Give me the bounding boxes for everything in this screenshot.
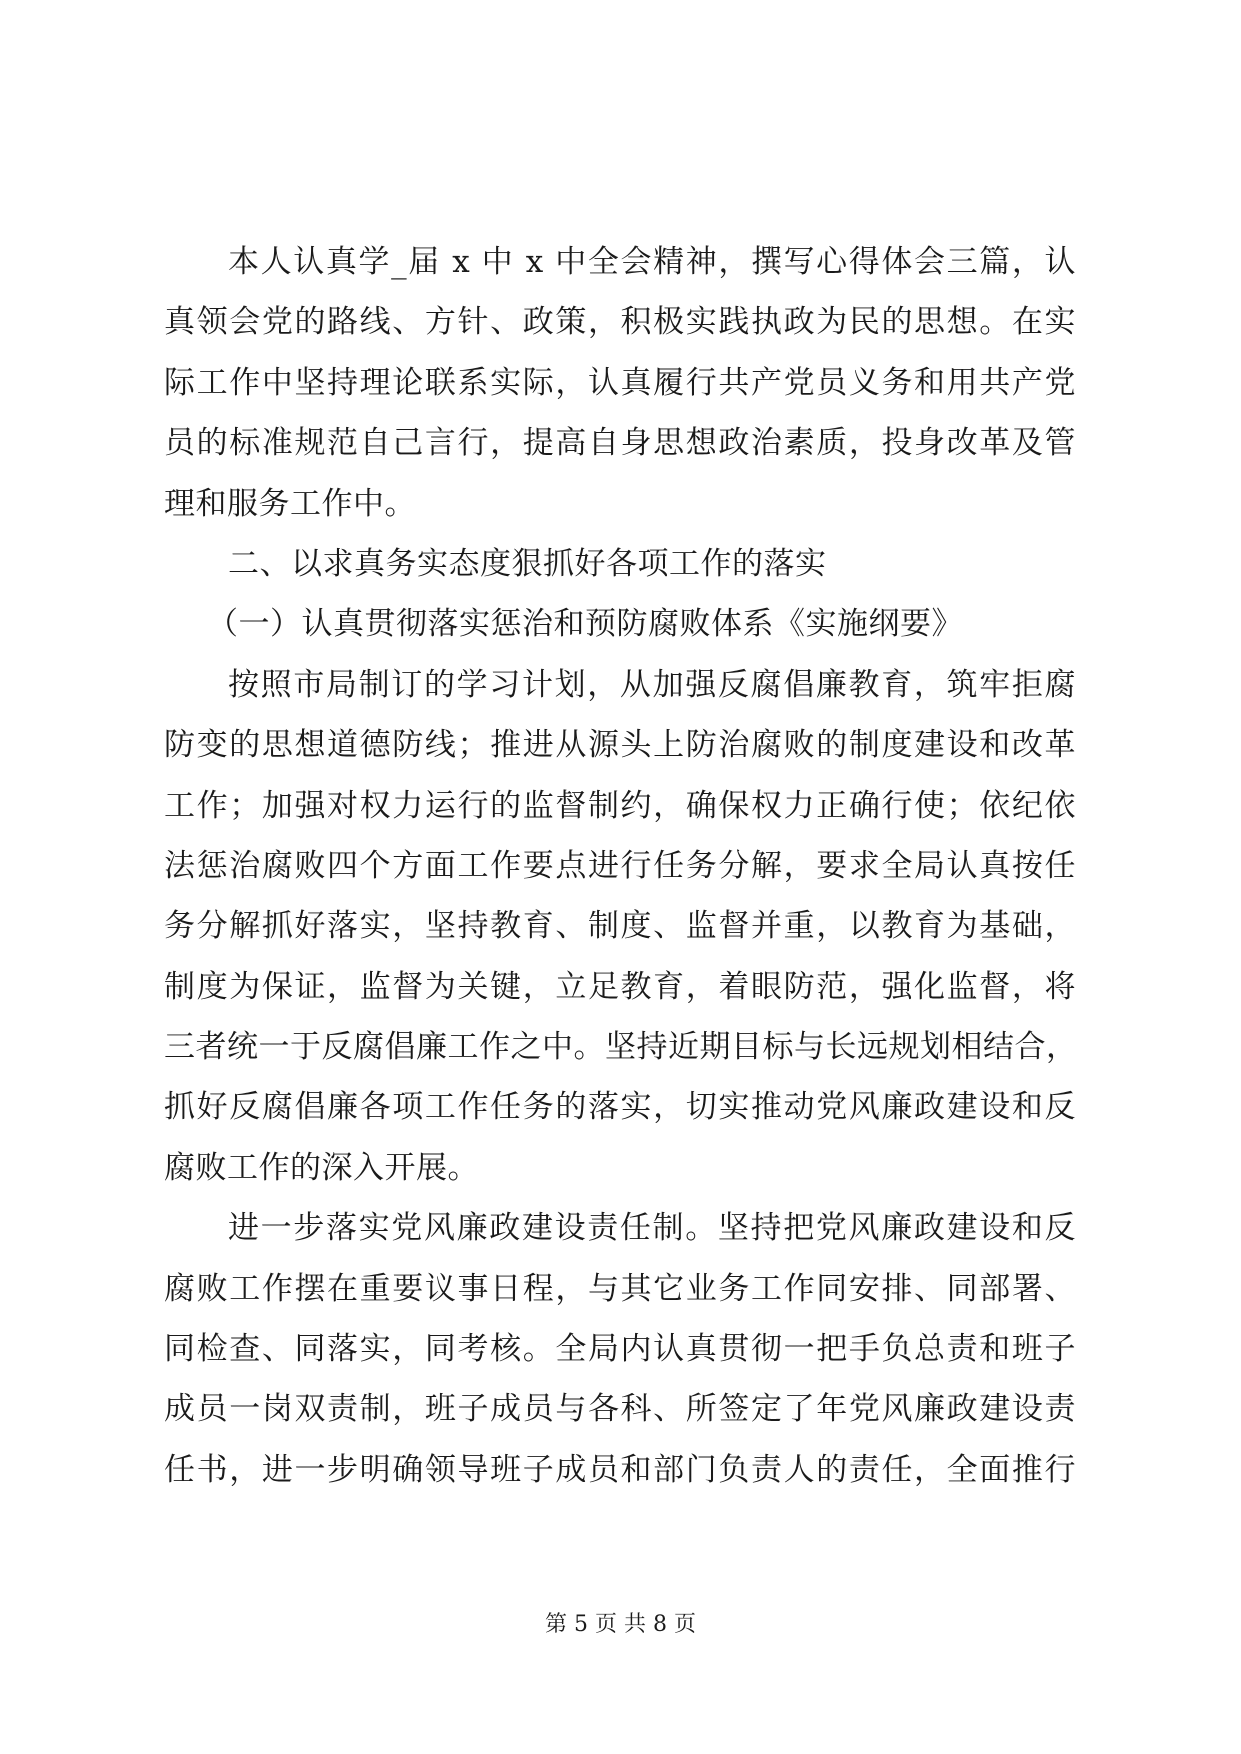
subsection-heading: （一）认真贯彻落实惩治和预防腐败体系《实施纲要》 bbox=[207, 606, 963, 643]
section-heading: 二、以求真务实态度狠抓好各项工作的落实 bbox=[228, 545, 827, 582]
paragraph-line: 腐败工作的深入开展。 bbox=[164, 1149, 479, 1186]
paragraph-line: 三者统一于反腐倡廉工作之中。坚持近期目标与长远规划相结合， bbox=[164, 1029, 1078, 1066]
document-body bbox=[164, 232, 1076, 1500]
paragraph-line: 本人认真学_届 x 中 x 中全会精神，撰写心得体会三篇，认 bbox=[228, 244, 1076, 280]
paragraph-line: 任书，进一步明确领导班子成员和部门负责人的责任，全面推行 bbox=[164, 1451, 1076, 1488]
paragraph-line: 员的标准规范自己言行，提高自身思想政治素质，投身改革及管 bbox=[164, 425, 1076, 462]
paragraph-line: 制度为保证，监督为关键，立足教育，着眼防范，强化监督，将 bbox=[164, 968, 1076, 1005]
paragraph-line: 法惩治腐败四个方面工作要点进行任务分解，要求全局认真按任 bbox=[164, 847, 1076, 884]
paragraph-line: 务分解抓好落实，坚持教育、制度、监督并重，以教育为基础， bbox=[164, 908, 1076, 945]
paragraph-line: 真领会党的路线、方针、政策，积极实践执政为民的思想。在实 bbox=[164, 304, 1076, 341]
paragraph-line: 工作；加强对权力运行的监督制约，确保权力正确行使；依纪依 bbox=[164, 787, 1076, 824]
paragraph-line: 际工作中坚持理论联系实际，认真履行共产党员义务和用共产党 bbox=[164, 364, 1076, 401]
paragraph-line: 成员一岗双责制，班子成员与各科、所签定了年党风廉政建设责 bbox=[164, 1391, 1076, 1428]
paragraph-line: 进一步落实党风廉政建设责任制。坚持把党风廉政建设和反 bbox=[228, 1210, 1076, 1247]
paragraph-line: 防变的思想道德防线；推进从源头上防治腐败的制度建设和改革 bbox=[164, 727, 1076, 764]
paragraph-line: 抓好反腐倡廉各项工作任务的落实，切实推动党风廉政建设和反 bbox=[164, 1089, 1076, 1126]
paragraph-line: 腐败工作摆在重要议事日程，与其它业务工作同安排、同部署、 bbox=[164, 1270, 1076, 1307]
page-number-footer: 第 5 页 共 8 页 bbox=[545, 1612, 696, 1637]
paragraph-line: 按照市局制订的学习计划，从加强反腐倡廉教育，筑牢拒腐 bbox=[228, 666, 1076, 703]
paragraph-line: 理和服务工作中。 bbox=[164, 485, 416, 522]
paragraph-line: 同检查、同落实，同考核。全局内认真贯彻一把手负总责和班子 bbox=[164, 1331, 1076, 1368]
